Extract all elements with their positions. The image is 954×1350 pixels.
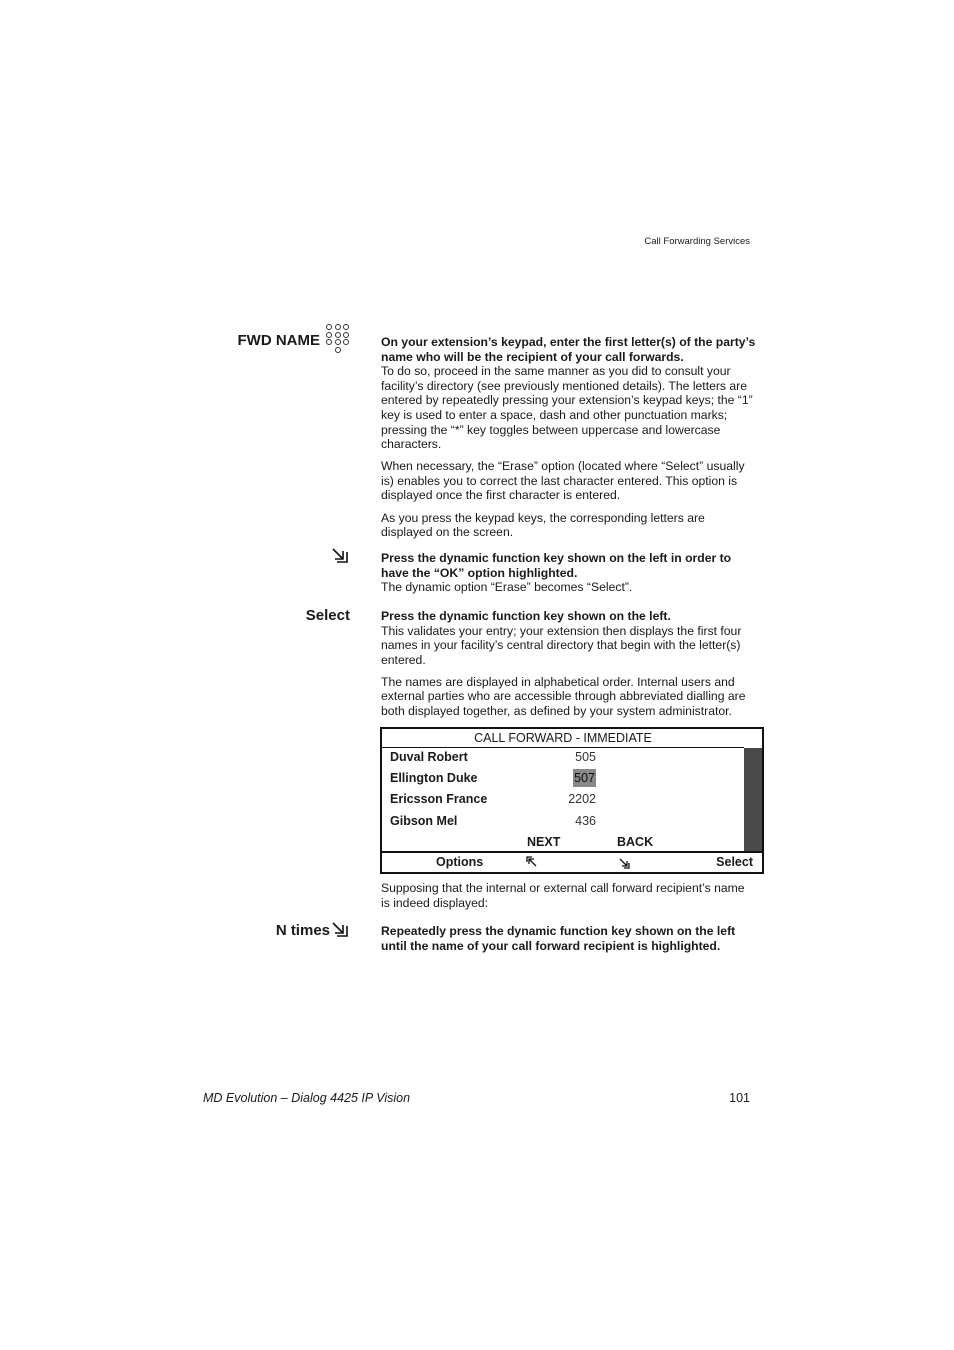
display-title: CALL FORWARD - IMMEDIATE (382, 729, 744, 748)
select-label: Select (305, 607, 350, 624)
entry-name: Ericsson France (390, 792, 488, 806)
option-bar (382, 851, 762, 872)
entry-name: Ellington Duke (390, 771, 478, 785)
entry-number: 2202 (568, 792, 596, 806)
next-softkey[interactable]: NEXT (527, 835, 561, 849)
down-right-arrow-icon (331, 920, 349, 938)
up-left-arrow-icon[interactable] (526, 856, 538, 868)
down-right-arrow-icon (331, 546, 349, 564)
softkey-row (382, 833, 744, 851)
directory-entry[interactable] (390, 812, 736, 830)
select-detail-1: This validates your entry; your extension then displays the first four names in your facility’s central directory that begin with the letter(s) entered. (381, 623, 742, 667)
directory-entry[interactable] (390, 769, 736, 787)
fwd-name-label: FWD NAME (237, 332, 320, 349)
back-softkey[interactable]: BACK (617, 835, 654, 849)
running-header: Call Forwarding Services (644, 236, 750, 247)
n-times-instruction: Repeatedly press the dynamic function key shown on the left until the name of your call forward recipient is highlighted. (381, 924, 736, 953)
display-scrollbar[interactable] (744, 748, 762, 853)
select-instruction: Press the dynamic function key shown on the left. (381, 609, 671, 623)
directory-entry[interactable] (390, 790, 736, 808)
entry-number: 436 (575, 814, 596, 828)
n-times-label: N times (275, 922, 330, 939)
entry-name: Duval Robert (390, 750, 468, 764)
select-option[interactable]: Select (716, 855, 753, 869)
after-display-text: Supposing that the internal or external call forward recipient’s name is indeed displayed: (381, 881, 745, 910)
down-right-arrow-icon[interactable] (618, 857, 630, 869)
directory-entry[interactable] (390, 748, 736, 766)
select-text (381, 609, 756, 726)
options-option[interactable]: Options (436, 855, 484, 869)
fwd-name-instruction: On your extension’s keypad, enter the first letter(s) of the party’s name who will be the recipient of your call forwards. (381, 335, 756, 364)
ok-key-instruction: Press the dynamic function key shown on the left in order to have the “OK” option highlighted. (381, 551, 732, 580)
ok-key-detail: The dynamic option “Erase” becomes “Select”. (381, 580, 633, 595)
select-detail-2: The names are displayed in alphabetical order. Internal users and external parties who are accessible through abbreviated dialling are both displayed together, as defined by your system administrator. (381, 674, 746, 719)
footer-title: MD Evolution – Dialog 4425 IP Vision (203, 1091, 411, 1105)
entry-number-cursor: 507 (574, 771, 595, 785)
fwd-name-text (381, 335, 756, 547)
page-number: 101 (729, 1091, 750, 1105)
fwd-name-detail-2: When necessary, the “Erase” option (located where “Select” usually is) enables you to correct the last character entered. This option is displayed once the first character is entered. (381, 459, 745, 503)
fwd-name-detail-3: As you press the keypad keys, the corresponding letters are displayed on the screen. (381, 510, 705, 540)
keypad-icon (326, 324, 350, 353)
entry-name: Gibson Mel (390, 814, 458, 828)
entry-number: 505 (575, 750, 596, 764)
phone-display (380, 727, 764, 874)
ok-key-text (381, 551, 756, 602)
fwd-name-detail-1: To do so, proceed in the same manner as you did to consult your facility’s directory (see previously mentioned details). The letters are entered by repeatedly pressing your extension’s keypad keys; the “1” key is used to enter a space, dash and other punctuation marks; pressing the “*” key toggles between uppercase and lowercase characters. (381, 364, 753, 452)
